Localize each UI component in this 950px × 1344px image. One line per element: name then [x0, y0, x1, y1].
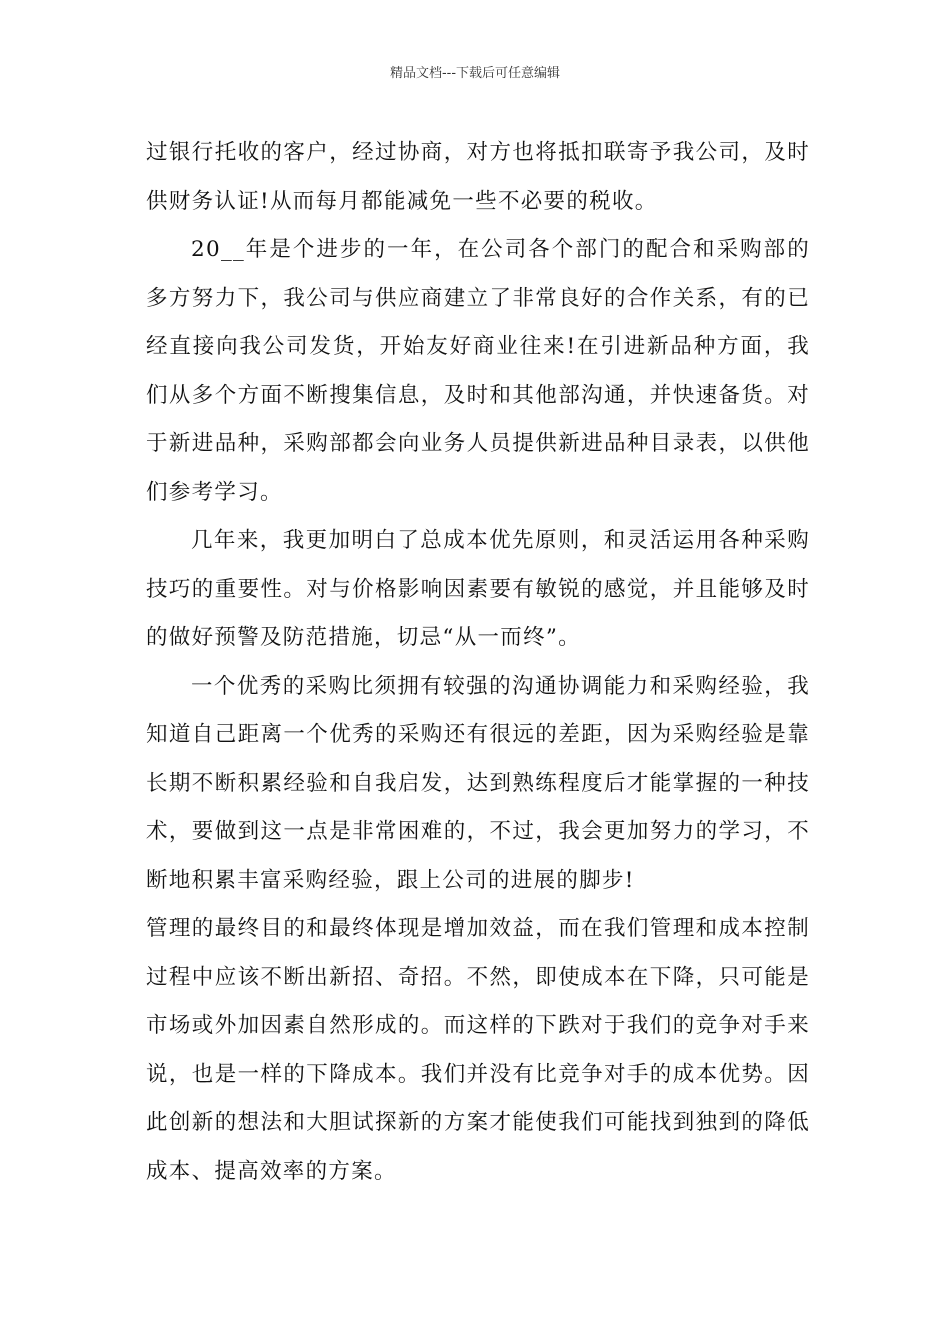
paragraph-4: 一个优秀的采购比须拥有较强的沟通协调能力和采购经验，我知道自己距离一个优秀的采购还有很远的差距，因为采购经验是靠长期不断积累经验和自我启发，达到熟练程度后才能掌握的一种技术，要做到这一点是非常困难的，不过，我会更加努力的学习，不断地积累丰富采购经验，跟上公司的进展的脚步! [146, 673, 810, 893]
document-body [146, 129, 810, 1196]
page-header: 精品文档---下载后可任意编辑 [389, 66, 561, 81]
paragraph-3: 几年来，我更加明白了总成本优先原则，和灵活运用各种采购技巧的重要性。对与价格影响因素要有敏锐的感觉，并且能够及时的做好预警及防范措施，切忌“从一而终”。 [146, 528, 810, 650]
paragraph-2: 20__年是个进步的一年，在公司各个部门的配合和采购部的多方努力下，我公司与供应商建立了非常良好的合作关系，有的已经直接向我公司发货，开始友好商业往来!在引进新品种方面，我们从多个方面不断搜集信息，及时和其他部沟通，并快速备货。对于新进品种，采购部都会向业务人员提供新进品种目录表，以供他们参考学习。 [146, 237, 810, 505]
paragraph-5: 管理的最终目的和最终体现是增加效益，而在我们管理和成本控制过程中应该不断出新招、奇招。不然，即使成本在下降，只可能是市场或外加因素自然形成的。而这样的下跌对于我们的竞争对手来说，也是一样的下降成本。我们并没有比竞争对手的成本优势。因此创新的想法和大胆试探新的方案才能使我们可能找到独到的降低成本、提高效率的方案。 [146, 916, 810, 1184]
paragraph-1: 过银行托收的客户，经过协商，对方也将抵扣联寄予我公司，及时供财务认证!从而每月都能减免一些不必要的税收。 [146, 140, 810, 214]
